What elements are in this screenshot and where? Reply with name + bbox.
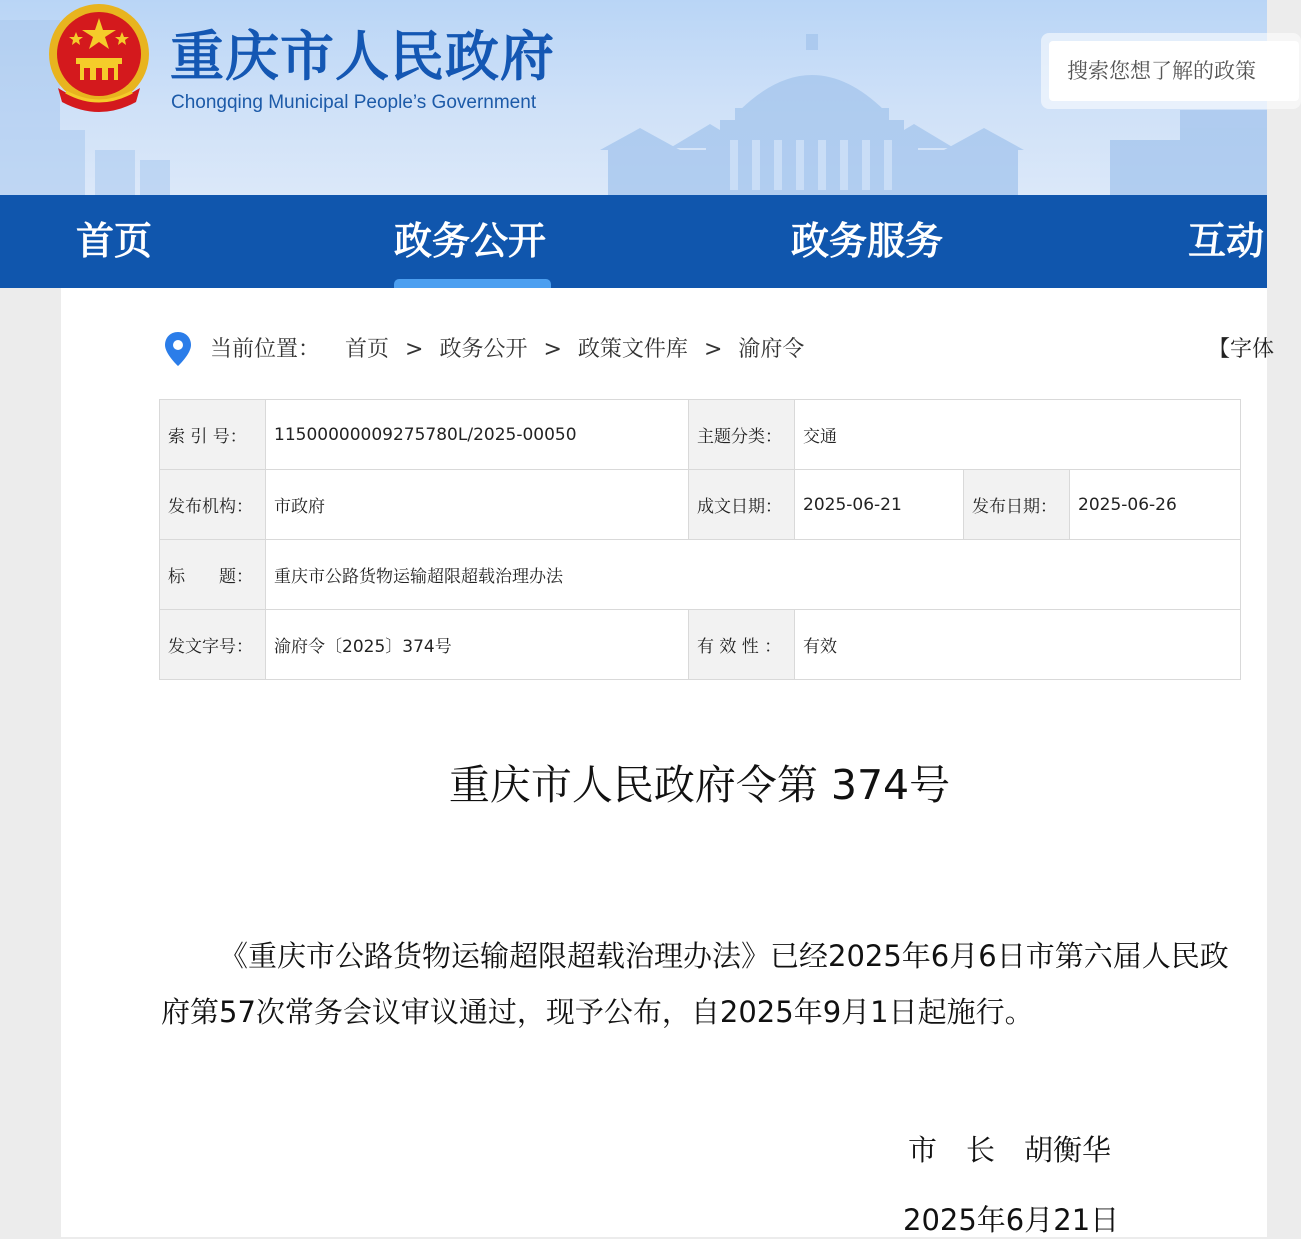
document-title: 重庆市人民政府令第 374号 [448, 761, 951, 809]
published-date-label: 发布日期： [964, 470, 1070, 540]
issuer-value: 市政府 [266, 470, 689, 540]
signer-line: 市 长 胡衡华 [908, 1133, 1112, 1167]
doc-number-value: 渝府令〔2025〕374号 [266, 610, 689, 680]
active-tab-indicator [394, 279, 551, 288]
table-row [160, 470, 1241, 540]
breadcrumb-separator: > [405, 337, 424, 362]
search-input[interactable] [1049, 41, 1299, 101]
site-title: 重庆市人民政府 [170, 25, 555, 88]
validity-value: 有效 [795, 610, 1241, 680]
title-label: 标 题： [160, 540, 266, 610]
breadcrumb-item-home[interactable]: 首页 [345, 337, 390, 362]
font-size-control[interactable]: 【字体 [1208, 337, 1275, 362]
topic-label: 主题分类： [689, 400, 795, 470]
document-info-table [159, 399, 1241, 680]
doc-number-label: 发文字号： [160, 610, 266, 680]
index-number-value: 11500000009275780L/2025-00050 [266, 400, 689, 470]
site-subtitle: Chongqing Municipal People’s Government [171, 92, 537, 113]
breadcrumb-item-policy-library[interactable]: 政策文件库 [577, 337, 688, 362]
created-date-label: 成文日期： [689, 470, 795, 540]
topic-value: 交通 [795, 400, 1241, 470]
index-number-label: 索 引 号： [160, 400, 266, 470]
breadcrumb [210, 334, 804, 366]
national-emblem-icon [44, 2, 154, 116]
created-date-value: 2025-06-21 [795, 470, 964, 540]
nav-item-gov-services[interactable]: 政务服务 [791, 219, 944, 263]
published-date-value: 2025-06-26 [1070, 470, 1241, 540]
nav-item-interaction[interactable]: 互动 [1188, 219, 1265, 263]
validity-label: 有 效 性 ： [689, 610, 795, 680]
nav-item-home[interactable]: 首页 [76, 219, 153, 263]
main-nav [0, 195, 1267, 288]
breadcrumb-separator: > [543, 337, 562, 362]
location-pin-icon [163, 331, 193, 367]
breadcrumb-item-gov-affairs-open[interactable]: 政务公开 [439, 337, 528, 362]
breadcrumb-item-decree[interactable]: 渝府令 [738, 337, 805, 362]
breadcrumb-separator: > [703, 337, 723, 362]
title-value: 重庆市公路货物运输超限超载治理办法 [266, 540, 1241, 610]
issuer-label: 发布机构： [160, 470, 266, 540]
table-row [160, 540, 1241, 610]
table-row [160, 400, 1241, 470]
table-row [160, 610, 1241, 680]
signature-date: 2025年6月21日 [903, 1203, 1120, 1237]
nav-item-gov-affairs-open[interactable]: 政务公开 [394, 219, 547, 263]
site-header [0, 0, 1267, 195]
breadcrumb-label: 当前位置： [210, 337, 321, 362]
document-paragraph: 《重庆市公路货物运输超限超载治理办法》已经2025年6月6日市第六届人民政府第57次常务会议审议通过，现予公布，自2025年9月1日起施行。 [161, 939, 1229, 1029]
